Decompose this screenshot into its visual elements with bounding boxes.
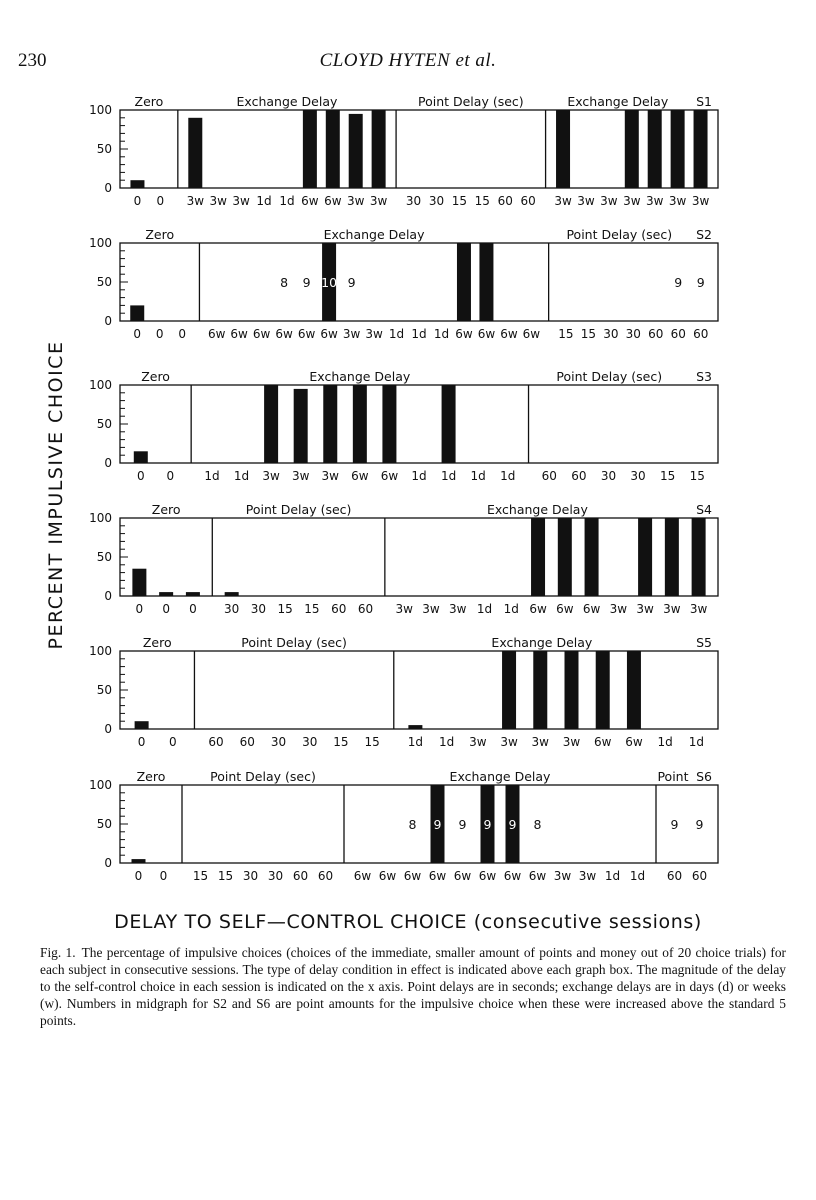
- section-label: Zero: [134, 94, 164, 109]
- x-tick-label: 1d: [433, 327, 450, 341]
- bar: [188, 118, 202, 188]
- x-tick-label: 1d: [440, 469, 457, 483]
- point-amount-label: 9: [483, 817, 492, 832]
- x-tick-label: 6w: [522, 327, 541, 341]
- point-amount-label: 9: [433, 817, 442, 832]
- x-tick-label: 60: [666, 869, 683, 883]
- x-tick-label: 60: [331, 602, 347, 616]
- x-tick-label: 3w: [186, 194, 205, 208]
- point-amount-label: 9: [696, 275, 705, 290]
- x-tick-label: 1d: [604, 869, 621, 883]
- x-tick-label: 6w: [593, 735, 612, 749]
- x-tick-label: 0: [166, 469, 175, 483]
- x-tick-label: 6w: [320, 327, 338, 341]
- x-tick-label: 6w: [275, 327, 293, 341]
- section-label: Point Delay (sec): [241, 635, 347, 650]
- x-tick-label: 6w: [500, 327, 518, 341]
- x-tick-label: 3w: [262, 469, 280, 483]
- x-tick-label: 15: [580, 327, 597, 341]
- y-tick-label: 50: [96, 817, 112, 831]
- x-tick-label: 1d: [629, 869, 646, 883]
- figure-caption: [40, 944, 786, 1029]
- x-tick-label: 3w: [346, 194, 365, 208]
- x-tick-label: 3w: [500, 735, 518, 749]
- x-tick-label: 1d: [279, 194, 295, 208]
- point-amount-label: 9: [508, 817, 517, 832]
- x-tick-label: 3w: [365, 327, 383, 341]
- x-tick-label: 6w: [207, 327, 226, 341]
- x-tick-label: 1d: [204, 469, 220, 483]
- x-tick-label: 1d: [476, 602, 493, 616]
- x-tick-label: 15: [689, 469, 705, 483]
- section-label: Exchange Delay: [449, 769, 551, 784]
- x-tick-label: 3w: [291, 469, 310, 483]
- point-amount-label: 8: [280, 275, 289, 290]
- x-tick-label: 3w: [321, 469, 339, 483]
- bar: [130, 305, 144, 321]
- panel-frame-S2: [120, 243, 718, 321]
- bar: [479, 243, 493, 321]
- x-tick-label: 6w: [297, 327, 316, 341]
- point-amount-label: 10: [321, 275, 338, 290]
- y-tick-label: 100: [89, 103, 112, 117]
- x-tick-label: 6w: [403, 869, 422, 883]
- section-label: Zero: [151, 502, 181, 517]
- y-tick-label: 0: [104, 589, 112, 603]
- x-tick-label: 0: [136, 469, 145, 483]
- x-tick-label: 60: [317, 869, 334, 883]
- bar: [638, 518, 652, 596]
- bar: [665, 518, 679, 596]
- x-tick-label: 15: [217, 869, 234, 883]
- x-tick-label: 60: [520, 194, 536, 208]
- y-tick-label: 100: [89, 378, 112, 392]
- section-label: Exchange Delay: [236, 94, 338, 109]
- bar: [326, 110, 340, 188]
- x-tick-label: 15: [333, 735, 349, 749]
- x-tick-label: 30: [625, 327, 641, 341]
- x-tick-label: 3w: [562, 735, 581, 749]
- bar: [627, 651, 641, 729]
- bar: [648, 110, 662, 188]
- x-tick-label: 3w: [342, 327, 361, 341]
- x-tick-label: 3w: [663, 602, 681, 616]
- y-tick-label: 50: [96, 275, 112, 289]
- section-label: Point Delay (sec): [556, 369, 663, 384]
- section-label: Point: [657, 769, 689, 784]
- y-tick-label: 100: [89, 236, 112, 250]
- point-amount-label: 8: [408, 817, 417, 832]
- x-tick-label: 30: [267, 869, 284, 883]
- bar: [585, 518, 599, 596]
- x-tick-label: 0: [135, 602, 144, 616]
- x-tick-label: 1d: [438, 735, 455, 749]
- x-tick-label: 30: [603, 327, 619, 341]
- x-tick-label: 30: [405, 194, 422, 208]
- bar: [323, 385, 337, 463]
- x-tick-label: 3w: [531, 735, 550, 749]
- x-tick-label: 60: [357, 602, 374, 616]
- x-tick-label: 30: [428, 194, 445, 208]
- bar: [130, 180, 144, 188]
- x-tick-label: 1d: [388, 327, 405, 341]
- section-label: Point Delay (sec): [566, 227, 673, 242]
- x-tick-label: 3w: [553, 869, 572, 883]
- section-label: Point Delay (sec): [417, 94, 524, 109]
- x-tick-label: 60: [497, 194, 513, 208]
- x-tick-label: 6w: [478, 869, 497, 883]
- subject-label: S6: [696, 769, 712, 784]
- panel-frame-S4: [120, 518, 718, 596]
- x-tick-label: 1d: [256, 194, 272, 208]
- bar: [558, 518, 572, 596]
- bar: [565, 651, 579, 729]
- section-label: Exchange Delay: [323, 227, 425, 242]
- bar: [186, 592, 200, 596]
- x-tick-label: 6w: [503, 869, 522, 883]
- x-tick-label: 1d: [407, 735, 424, 749]
- x-tick-label: 0: [159, 869, 168, 883]
- bar: [349, 114, 363, 188]
- section-label: Exchange Delay: [486, 502, 588, 517]
- x-tick-label: 60: [571, 469, 587, 483]
- x-tick-label: 30: [242, 869, 259, 883]
- section-label: Zero: [141, 369, 170, 384]
- x-tick-label: 15: [304, 602, 320, 616]
- x-tick-label: 60: [693, 327, 709, 341]
- x-tick-label: 60: [239, 735, 255, 749]
- y-tick-label: 0: [104, 722, 112, 736]
- section-label: Exchange Delay: [567, 94, 669, 109]
- x-tick-label: 3w: [691, 194, 710, 208]
- point-amount-label: 9: [670, 817, 679, 832]
- x-tick-label: 1d: [411, 327, 427, 341]
- x-tick-label: 6w: [324, 194, 342, 208]
- bar: [457, 243, 471, 321]
- section-label: Zero: [136, 769, 166, 784]
- x-tick-label: 1d: [500, 469, 516, 483]
- y-tick-label: 100: [89, 778, 112, 792]
- x-tick-label: 15: [364, 735, 380, 749]
- x-tick-label: 60: [292, 869, 309, 883]
- x-tick-label: 30: [250, 602, 267, 616]
- x-tick-label: 0: [162, 602, 170, 616]
- x-tick-label: 3w: [369, 194, 388, 208]
- x-tick-label: 3w: [422, 602, 440, 616]
- y-tick-label: 100: [89, 644, 112, 658]
- x-tick-label: 1d: [503, 602, 519, 616]
- bar: [502, 651, 516, 729]
- section-label: Exchange Delay: [491, 635, 593, 650]
- bar: [135, 721, 149, 729]
- x-tick-label: 3w: [645, 194, 664, 208]
- x-tick-label: 6w: [625, 735, 643, 749]
- subject-label: S5: [696, 635, 712, 650]
- x-tick-label: 3w: [609, 602, 628, 616]
- x-tick-label: 0: [133, 194, 142, 208]
- y-tick-label: 100: [89, 511, 112, 525]
- x-tick-label: 6w: [230, 327, 248, 341]
- x-tick-label: 15: [451, 194, 468, 208]
- x-tick-label: 3w: [449, 602, 467, 616]
- subject-label: S1: [696, 94, 712, 109]
- x-tick-label: 3w: [577, 194, 595, 208]
- x-tick-label: 6w: [301, 194, 319, 208]
- x-tick-label: 3w: [209, 194, 227, 208]
- y-tick-label: 50: [96, 142, 112, 156]
- x-tick-label: 3w: [554, 194, 572, 208]
- x-tick-label: 60: [541, 469, 557, 483]
- x-tick-label: 0: [189, 602, 197, 616]
- x-tick-label: 1d: [470, 469, 486, 483]
- x-tick-label: 6w: [477, 327, 496, 341]
- x-tick-label: 0: [134, 869, 143, 883]
- point-amount-label: 8: [533, 817, 542, 832]
- x-tick-label: 1d: [657, 735, 673, 749]
- x-tick-label: 15: [192, 869, 209, 883]
- x-tick-label: 3w: [395, 602, 413, 616]
- section-label: Exchange Delay: [309, 369, 411, 384]
- x-tick-label: 3w: [578, 869, 597, 883]
- x-tick-label: 6w: [582, 602, 601, 616]
- x-tick-label: 1d: [688, 735, 705, 749]
- section-label: Point Delay (sec): [210, 769, 316, 784]
- point-amount-label: 9: [674, 275, 683, 290]
- bar: [225, 592, 239, 596]
- bar: [625, 110, 639, 188]
- x-tick-label: 3w: [232, 194, 250, 208]
- page-number: 230: [18, 50, 47, 71]
- x-tick-label: 6w: [453, 869, 472, 883]
- x-tick-label: 0: [169, 735, 177, 749]
- x-tick-label: 3w: [636, 602, 654, 616]
- x-tick-label: 0: [178, 327, 187, 341]
- subject-label: S2: [696, 227, 712, 242]
- bar: [132, 859, 146, 863]
- x-tick-label: 30: [302, 735, 318, 749]
- bar: [353, 385, 367, 463]
- caption-text: The percentage of impulsive choices (choices of the immediate, smaller amount of points and money out of 20 choice trials) for each subject in consecutive sessions. The type of delay condition in effect is indicated above each graph box. The magnitude of the delay to the self-control choice in each session is indicated on the x axis. Point delays are in seconds; exchange delays are in days (d) or weeks (w). Numbers in midgraph for S2 and S6 are point amounts for the impulsive choice when these were increased above the standard 5 points.: [40, 945, 786, 1028]
- section-label: Zero: [145, 227, 175, 242]
- bar: [372, 110, 386, 188]
- x-tick-label: 3w: [469, 735, 487, 749]
- bar: [382, 385, 396, 463]
- x-tick-label: 1d: [411, 469, 427, 483]
- x-tick-label: 3w: [668, 194, 687, 208]
- bar: [556, 110, 570, 188]
- panel-frame-S6: [120, 785, 718, 863]
- x-tick-label: 6w: [455, 327, 473, 341]
- point-amount-label: 9: [347, 275, 356, 290]
- y-tick-label: 0: [104, 456, 112, 470]
- bar: [132, 569, 146, 596]
- x-tick-label: 15: [558, 327, 574, 341]
- x-tick-label: 6w: [378, 869, 397, 883]
- x-tick-label: 3w: [689, 602, 708, 616]
- y-tick-label: 50: [96, 417, 112, 431]
- x-tick-label: 1d: [233, 469, 250, 483]
- bar: [533, 651, 547, 729]
- x-tick-label: 6w: [353, 869, 372, 883]
- x-tick-label: 6w: [556, 602, 574, 616]
- x-tick-label: 60: [670, 327, 686, 341]
- bar: [596, 651, 610, 729]
- y-tick-label: 0: [104, 856, 112, 870]
- running-title: CLOYD HYTEN et al.: [319, 50, 497, 71]
- x-tick-label: 0: [156, 194, 165, 208]
- caption-label: Fig. 1.: [40, 945, 76, 960]
- x-tick-label: 6w: [252, 327, 271, 341]
- x-tick-label: 0: [155, 327, 164, 341]
- point-amount-label: 9: [695, 817, 704, 832]
- x-tick-label: 0: [133, 327, 142, 341]
- x-tick-label: 3w: [600, 194, 618, 208]
- bar: [264, 385, 278, 463]
- x-tick-label: 30: [630, 469, 646, 483]
- y-tick-label: 0: [104, 314, 112, 328]
- bar: [294, 389, 308, 463]
- bar: [159, 592, 173, 596]
- x-tick-label: 60: [208, 735, 224, 749]
- point-amount-label: 9: [302, 275, 311, 290]
- bar: [303, 110, 317, 188]
- x-tick-label: 30: [270, 735, 287, 749]
- subject-label: S3: [696, 369, 712, 384]
- panel-frame-S3: [120, 385, 718, 463]
- bar: [694, 110, 708, 188]
- y-tick-label: 50: [96, 683, 112, 697]
- x-axis-title: DELAY TO SELF—CONTROL CHOICE (consecutive sessions): [114, 911, 702, 933]
- y-axis-title: PERCENT IMPULSIVE CHOICE: [45, 340, 67, 650]
- x-tick-label: 60: [691, 869, 708, 883]
- y-tick-label: 0: [104, 181, 112, 195]
- x-tick-label: 6w: [428, 869, 447, 883]
- x-tick-label: 6w: [351, 469, 369, 483]
- section-label: Zero: [142, 635, 172, 650]
- x-tick-label: 3w: [623, 194, 641, 208]
- x-tick-label: 6w: [528, 869, 547, 883]
- x-tick-label: 15: [474, 194, 490, 208]
- x-tick-label: 30: [600, 469, 617, 483]
- bar: [442, 385, 456, 463]
- x-tick-label: 6w: [380, 469, 399, 483]
- subject-label: S4: [696, 502, 712, 517]
- x-tick-label: 0: [137, 735, 146, 749]
- x-tick-label: 30: [224, 602, 240, 616]
- x-tick-label: 6w: [529, 602, 547, 616]
- bar: [692, 518, 706, 596]
- x-tick-label: 15: [659, 469, 676, 483]
- x-tick-label: 15: [277, 602, 293, 616]
- bar: [671, 110, 685, 188]
- x-tick-label: 60: [648, 327, 664, 341]
- point-amount-label: 9: [458, 817, 467, 832]
- bar: [134, 451, 148, 463]
- section-label: Point Delay (sec): [245, 502, 352, 517]
- y-tick-label: 50: [96, 550, 112, 564]
- bar: [408, 725, 422, 729]
- bar: [531, 518, 545, 596]
